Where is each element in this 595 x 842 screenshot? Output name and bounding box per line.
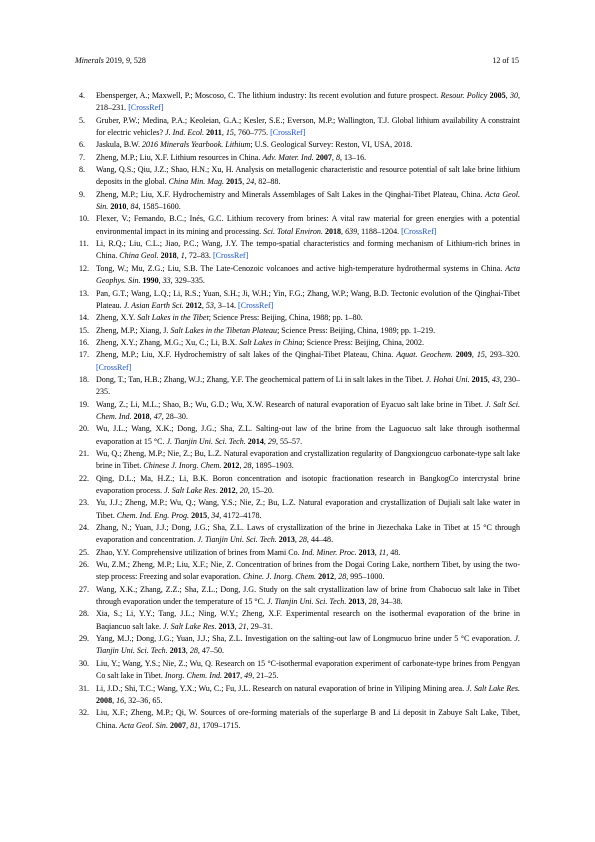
reference-item <box>79 189 520 214</box>
reference-item <box>79 473 520 498</box>
crossref-link[interactable]: [CrossRef] <box>238 300 274 310</box>
reference-italic: Acta Geophys. Sin. <box>96 263 520 286</box>
reference-italic: 639 <box>345 226 358 236</box>
reference-item <box>79 288 520 313</box>
reference-italic: 21 <box>238 621 247 631</box>
reference-number: 16. <box>79 337 90 347</box>
reference-number: 32. <box>79 708 90 718</box>
reference-number: 7. <box>79 152 86 162</box>
reference-italic: J. Hohai Uni. <box>425 374 470 384</box>
reference-italic: 2016 Minerals Yearbook. Lithium <box>141 140 251 150</box>
reference-text: Yang, M.J.; Dong, J.G.; Yuan, J.J.; Sha, Z.L. Investigation on the salting-out law of Longmucuo brine under 5 °C evaporation. J. Tianjin Uni. Sci. Tech. 2013, 28, 47–50. <box>96 634 520 656</box>
reference-italic: J. Tianjin Uni. Sci. Tech. <box>197 535 277 545</box>
reference-text: Wu, Z.M.; Zheng, M.P.; Liu, X.F.; Nie, Z. Concentration of brines from the Dogai Coring Lake, northern Tibet, by using the two-step process: Freezing and solar evaporation. Chine. J. Inorg. Chem. 2012, 28, 995–1000. <box>96 560 520 582</box>
reference-text: Dong, T.; Tan, H.B.; Zhang, W.J.; Zhang, Y.F. The geochemical pattern of Li in salt lakes in the Tibet. J. Hohai Uni. 2015, 43, 230–235. <box>96 374 521 397</box>
reference-year: 2012 <box>185 300 202 310</box>
reference-italic: 24 <box>246 177 255 187</box>
reference-year: 2018 <box>133 411 150 421</box>
reference-number: 9. <box>79 189 86 199</box>
reference-italic: 33 <box>162 276 171 286</box>
reference-year: 2013 <box>358 547 375 557</box>
reference-item <box>79 337 520 349</box>
reference-italic: 30 <box>509 91 518 100</box>
reference-item <box>79 547 520 559</box>
reference-year: 2014 <box>247 436 264 446</box>
reference-italic: Inorg. Chem. Ind. <box>164 671 223 681</box>
reference-year: 2018 <box>160 251 177 261</box>
reference-number: 24. <box>79 523 90 533</box>
reference-item <box>79 584 520 609</box>
crossref-link[interactable]: [CrossRef] <box>270 128 306 138</box>
reference-number: 11. <box>79 239 89 249</box>
reference-item <box>79 448 520 473</box>
reference-text: Liu, X.F.; Zheng, M.P.; Qi, W. Sources of ore-forming materials of the superlarge B and Li deposit in Zabuye Salt Lake, Tibet, China. Acta Geol. Sin. 2007, 81, 1709–1715. <box>96 708 520 730</box>
reference-item <box>79 213 520 238</box>
reference-italic: Chine. J. Inorg. Chem. <box>242 572 317 582</box>
reference-number: 10. <box>79 214 90 224</box>
reference-italic: 15 <box>476 350 485 360</box>
reference-number: 25. <box>79 547 90 557</box>
reference-text: Zheng, M.P.; Liu, X.F. Lithium resources in China. Adv. Mater. Ind. 2007, 8, 13–16. <box>96 152 367 162</box>
reference-number: 20. <box>79 424 90 434</box>
reference-italic: 43 <box>491 374 500 384</box>
reference-number: 21. <box>79 448 90 458</box>
reference-year: 2012 <box>219 486 236 495</box>
reference-italic: 28 <box>243 461 252 471</box>
reference-text: Tong, W.; Mu, Z.G.; Liu, S.B. The Late-Cenozoic volcanoes and active high-temperature hydrothermal systems in China. Acta Geophys. Sin. 1990, 33, 329–335. <box>96 263 520 286</box>
reference-number: 14. <box>79 313 90 323</box>
reference-number: 31. <box>79 683 90 693</box>
reference-italic: Sci. Total Environ. <box>263 226 323 236</box>
reference-number: 18. <box>79 374 90 384</box>
reference-item <box>79 707 520 732</box>
reference-italic: 28 <box>338 572 347 582</box>
reference-text: Jaskula, B.W. 2016 Minerals Yearbook. Lithium; U.S. Geological Survey: Reston, VI, USA, 2018. <box>96 140 413 150</box>
page-number: 12 of 15 <box>492 56 519 65</box>
reference-text: Liu, Y.; Wang, Y.S.; Nie, Z.; Wu, Q. Research on 15 °C-isothermal evaporation experiment of carbonate-type brines from Pengyan Co salt lake in Tibet. Inorg. Chem. Ind. 2017, 49, 21–25. <box>96 658 520 681</box>
reference-number: 19. <box>79 399 90 409</box>
reference-number: 26. <box>79 560 90 570</box>
reference-year: 2008 <box>96 695 113 705</box>
reference-italic: Salt Lakes in China <box>239 337 303 347</box>
reference-number: 23. <box>79 498 90 508</box>
reference-italic: 1 <box>180 251 185 261</box>
reference-item <box>79 374 520 399</box>
reference-italic: Salt Lakes in the Tibet <box>137 313 209 323</box>
reference-text: Wang, X.K.; Zhang, Z.Z.; Sha, Z.L.; Dong, J.G. Study on the salt crystallization law of brine from Chabocuo salt lake in Tibet through evaporation under the temperature of 15 °C. J. Tianjin Uni. Sci. Tech. 2013, 28, 34–38. <box>96 584 520 607</box>
reference-italic: 28 <box>368 597 377 607</box>
reference-text: Yu, J.J.; Zheng, M.P.; Wu, Q.; Wang, Y.S.; Nie, Z.; Bu, L.Z. Natural evaporation and crystallization of Dujiali salt lake water in Tibet. Chem. Ind. Eng. Prog. 2015, 34, 4172–4178. <box>96 498 520 520</box>
reference-item <box>79 633 520 658</box>
reference-italic: China Min. Mag. <box>168 177 225 187</box>
reference-year: 2005 <box>489 91 506 100</box>
reference-number: 22. <box>79 473 90 483</box>
reference-text: Zheng, M.P.; Liu, X.F. Hydrochemistry of salt lakes of the Qinghai-Tibet Plateau, China. Aquat. Geochem. 2009, 15, 293–320. [CrossRef] <box>96 350 520 372</box>
journal-name: Minerals <box>75 56 104 65</box>
reference-italic: J. Salt Lake Res. <box>163 621 217 631</box>
reference-number: 8. <box>79 165 86 175</box>
reference-year: 2011 <box>206 128 222 138</box>
reference-italic: 84 <box>130 202 139 212</box>
reference-text: Xia, S.; Li, Y.Y.; Tang, J.L.; Ning, W.Y.; Zheng, X.F. Experimental research on the isothermal evaporation of the brine in Baqiancuo salt lake. J. Salt Lake Res. 2013, 21, 29–31. <box>96 609 520 631</box>
reference-number: 27. <box>79 584 90 594</box>
reference-italic: J. Tianjin Uni. Sci. Tech. <box>166 436 246 446</box>
reference-text: Wu, Q.; Zheng, M.P.; Nie, Z.; Bu, L.Z. Natural evaporation and crystallization regularity of Dangxiongcuo carbonate-type salt lake brine in Tibet. Chinese J. Inorg. Chem. 2012, 28, 1895–1903. <box>96 448 520 471</box>
reference-italic: Acta Geol. Sin. <box>96 189 520 212</box>
reference-number: 5. <box>79 115 86 125</box>
reference-year: 2007 <box>315 152 332 162</box>
reference-number: 15. <box>79 325 90 335</box>
reference-text: Li, R.Q.; Liu, C.L.; Jiao, P.C.; Wang, J.Y. The tempo-spatial characteristics and forming mechanism of Lithium-rich brines in China. China Geol. 2018, 1, 72–83. [CrossRef] <box>96 239 520 261</box>
reference-italic: 15 <box>225 128 234 138</box>
reference-italic: J. Salt Lake Res. <box>466 683 520 693</box>
reference-text: Pan, G.T.; Wang, L.Q.; Li, R.S.; Yuan, S.H.; Ji, W.H.; Yin, F.G.; Zhang, W.P.; Wang, B.D. Tectonic evolution of the Qinghai-Tibet Plateau. J. Asian Earth Sci. 2012, 53, 3–14. [CrossRef] <box>96 288 520 310</box>
reference-item <box>79 497 520 522</box>
reference-text: Zheng, X.Y. Salt Lakes in the Tibet; Science Press: Beijing, China, 1988; pp. 1–80. <box>96 313 363 323</box>
reference-italic: Chem. Ind. Eng. Prog. <box>116 510 190 520</box>
reference-year: 2018 <box>324 226 342 236</box>
reference-text: Flexer, V.; Femando, B.C.; Inés, G.C. Lithium recovery from brines: A vital raw material for green energies with a potential environmental impact in its mining and processing. Sci. Total Environ. 2018, 639, 1188–1204. [CrossRef] <box>96 214 520 236</box>
reference-italic: Acta Geol. Sin. <box>119 720 168 730</box>
reference-year: 2017 <box>224 671 241 681</box>
reference-item <box>79 559 520 584</box>
reference-italic: Ind. Miner. Proc. <box>301 547 357 557</box>
reference-year: 2013 <box>169 646 186 656</box>
reference-italic: J. Tianjin Uni. Sci. Tech. <box>96 634 520 656</box>
reference-text: Wang, Z.; Li, M.L.; Shao, B.; Wu, G.D.; Wu, X.W. Research of natural evaporation of Eyacuo salt lake brine in Tibet. J. Salt Sci. Chem. Ind. 2018, 47, 28–30. <box>96 399 521 421</box>
crossref-link[interactable]: [CrossRef] <box>401 226 437 236</box>
reference-italic: J. Salt Sci. Chem. Ind. <box>96 399 521 421</box>
reference-italic: J. Asian Earth Sci. <box>123 300 184 310</box>
reference-year: 2012 <box>223 461 240 471</box>
crossref-link[interactable]: [CrossRef] <box>96 362 132 372</box>
article-number: 528 <box>133 56 146 65</box>
reference-text: Zhang, N.; Yuan, J.J.; Dong, J.G.; Sha, Z.L. Laws of crystallization of the brine in Jiezechaka Lake in Tibet at 15 °C through evaporation and concentration. J. Tianjin Uni. Sci. Tech. 2013, 28, 44–48. <box>96 523 520 545</box>
reference-italic: 49 <box>244 671 253 681</box>
reference-number: 30. <box>79 658 90 668</box>
reference-italic: Adv. Mater. Ind. <box>262 152 314 162</box>
reference-item <box>79 115 520 140</box>
reference-item <box>79 139 520 151</box>
reference-year: 2015 <box>191 510 208 520</box>
reference-year: 1990 <box>142 276 159 286</box>
journal-year: 2019 <box>105 56 122 65</box>
reference-item <box>79 349 520 374</box>
reference-text: Qing, D.L.; Ma, H.Z.; Li, B.K. Boron concentration and isotopic fractionation research in BangkogCo intercrystal brine evaporation process. J. Salt Lake Res. 2012, 20, 15–20. <box>96 473 520 495</box>
reference-item <box>79 683 520 708</box>
reference-item <box>79 164 520 189</box>
reference-italic: J. Salt Lake Res. <box>164 486 218 495</box>
reference-italic: 53 <box>205 300 214 310</box>
reference-year: 2012 <box>318 572 335 582</box>
reference-italic: Aquat. Geochem. <box>396 350 453 360</box>
reference-item <box>79 423 520 448</box>
reference-item <box>79 658 520 683</box>
reference-list <box>79 90 520 732</box>
reference-year: 2013 <box>348 597 365 607</box>
reference-italic: J. Tianjin Uni. Sci. Tech. <box>267 597 347 607</box>
reference-italic: Resour. Policy <box>440 91 488 100</box>
reference-italic: Salt Lakes in the Tibetan Plateau <box>170 325 278 335</box>
reference-year: 2015 <box>226 177 243 187</box>
reference-text: Ebensperger, A.; Maxwell, P.; Moscoso, C. The lithium industry: Its recent evolution and future prospect. Resour. Policy 2005, 30, 218–231. [CrossRef] <box>96 91 521 113</box>
reference-italic: J. Ind. Ecol. <box>165 128 205 138</box>
reference-italic: 11 <box>378 547 387 557</box>
reference-italic: China Geol. <box>119 251 159 261</box>
reference-italic: 8 <box>335 152 340 162</box>
reference-item <box>79 238 520 263</box>
reference-text: Zheng, M.P.; Liu, X.F. Hydrochemistry and Minerals Assemblages of Salt Lakes in the Qinghai-Tibet Plateau, China. Acta Geol. Sin. 2010, 84, 1585–1600. <box>96 189 520 212</box>
reference-italic: 34 <box>211 510 220 520</box>
reference-text: Zhao, Y.Y. Comprehensive utilization of brines from Mami Co. Ind. Miner. Proc. 2013, 11, 48. <box>96 547 401 557</box>
reference-number: 13. <box>79 288 90 298</box>
reference-italic: 20 <box>239 486 248 495</box>
reference-year: 2007 <box>169 720 187 730</box>
reference-number: 12. <box>79 263 90 273</box>
reference-text: Zheng, M.P.; Xiang, J. Salt Lakes in the Tibetan Plateau; Science Press: Beijing, China, 1989; pp. 1–219. <box>96 325 436 335</box>
reference-year: 2013 <box>278 535 295 545</box>
reference-text: Li, J.D.; Shi, T.C.; Wang, Y.X.; Wu, C.; Fu, J.L. Research on natural evaporation of brine in Yiliping Mining area. J. Salt Lake Res. 2008, 16, 32–36, 65. <box>96 683 520 705</box>
reference-italic: Chinese J. Inorg. Chem. <box>143 461 222 471</box>
reference-text: Zheng, X.Y.; Zhang, M.G.; Xu, C.; Li, B.X. Salt Lakes in China; Science Press: Beijing, China, 2002. <box>96 337 424 347</box>
reference-number: 4. <box>79 91 86 100</box>
reference-item <box>79 522 520 547</box>
crossref-link[interactable]: [CrossRef] <box>212 251 249 261</box>
reference-item <box>79 608 520 633</box>
reference-text: Gruber, P.W.; Medina, P.A.; Keoleian, G.A.; Kesler, S.E.; Everson, M.P.; Wallington, T.J. Global lithium availability A constraint for electric vehicles? J. Ind. Ecol. 2011, 15, 760–775. [CrossRef] <box>96 115 520 138</box>
reference-italic: 28 <box>298 535 307 545</box>
reference-year: 2013 <box>218 621 235 631</box>
reference-item <box>79 325 520 337</box>
reference-italic: 28 <box>189 646 198 656</box>
reference-item <box>79 399 520 424</box>
reference-year: 2015 <box>471 374 488 384</box>
reference-number: 6. <box>79 140 86 150</box>
reference-item <box>79 312 520 324</box>
reference-year: 2009 <box>455 350 472 360</box>
reference-italic: 16 <box>116 695 125 705</box>
reference-item <box>79 263 520 288</box>
reference-text: Wu, J.L.; Wang, X.K.; Dong, J.G.; Sha, Z.L. Salting-out law of the brine from the Laguocuo salt lake through isothermal evaporation at 15 °C. J. Tianjin Uni. Sci. Tech. 2014, 29, 55–57. <box>96 424 520 446</box>
running-head: Minerals 2019, 9, 528 <box>75 56 146 65</box>
reference-text: Wang, Q.S.; Qiu, J.Z.; Shao, H.N.; Xu, H. Analysis on metallogenic characteristic and resource potential of salt lake brine lithium deposits in the global. China Min. Mag. 2015, 24, 82–88. <box>96 165 520 187</box>
reference-number: 17. <box>79 350 90 360</box>
crossref-link[interactable]: [CrossRef] <box>128 103 164 113</box>
journal-volume: 9 <box>125 56 130 65</box>
reference-italic: 81 <box>190 720 199 730</box>
reference-italic: 47 <box>153 411 162 421</box>
reference-item <box>79 90 520 115</box>
reference-year: 2010 <box>110 202 127 212</box>
reference-item <box>79 152 520 164</box>
reference-number: 28. <box>79 609 90 619</box>
page-header <box>75 56 519 68</box>
reference-italic: 29 <box>267 436 276 446</box>
reference-number: 29. <box>79 634 90 644</box>
